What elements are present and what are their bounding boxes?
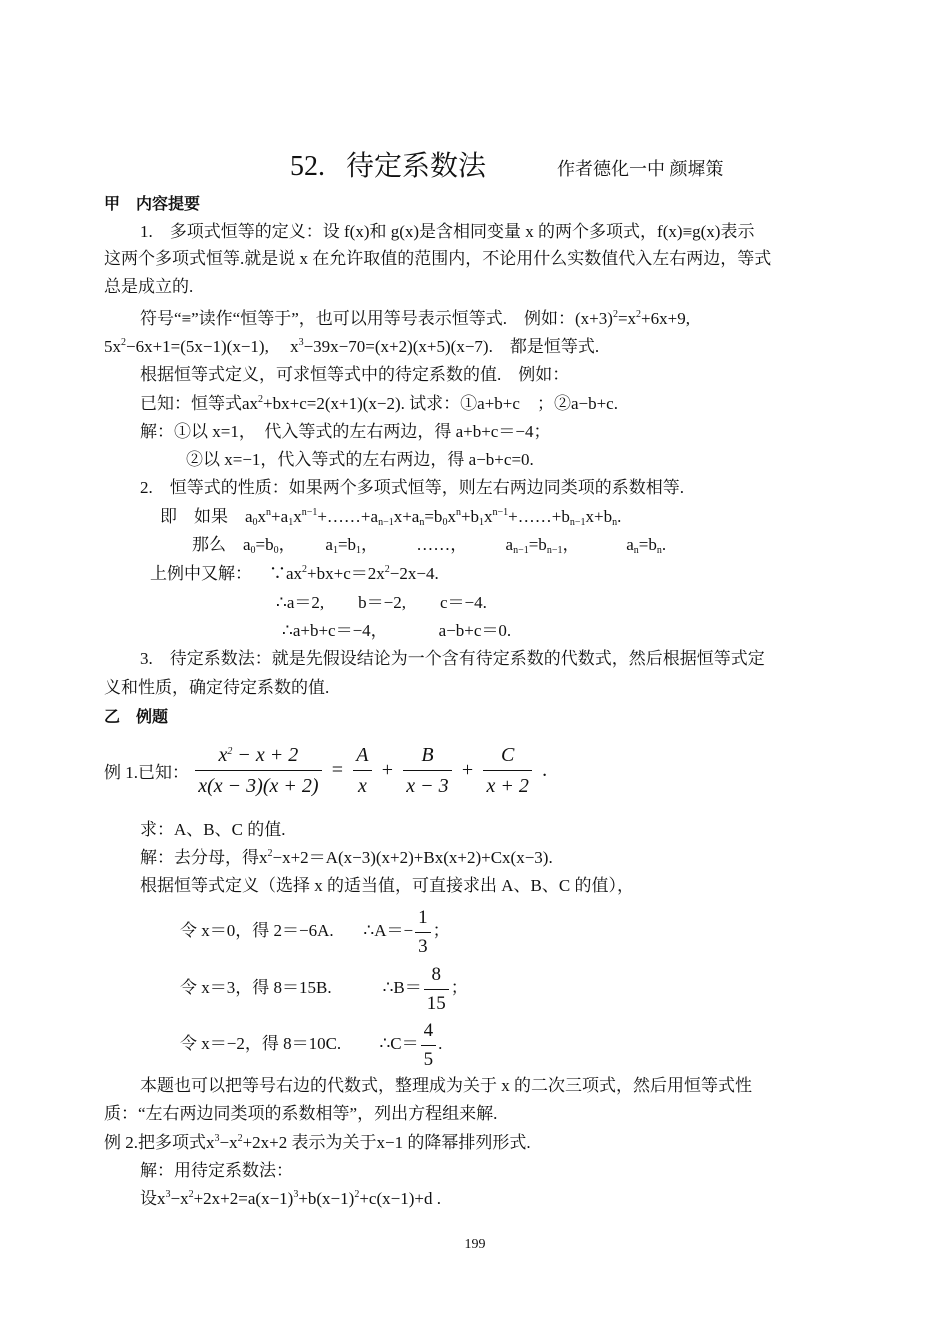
p2-line1: 符号“≡”读作“恒等于”，也可以用等号表示恒等式. 例如：$(x+3)^2=x^2+6x+9$, [140, 309, 690, 328]
p2-line2: $5x^2-6x+1=(5x-1)(x-1)$, $x^3-39x-70=(x+2)(x+5)(x-7)$. 都是恒等式. [104, 337, 600, 356]
ex2-title: 例 2.把多项式$x^3-x^2+2x+2$ 表示为关于x−1 的降幂排列形式. [104, 1133, 531, 1152]
p1-line3: 总是成立的. [104, 277, 194, 296]
ex2-step1: 解：用待定系数法： [140, 1161, 293, 1180]
ex2-step2: 设$x^3-x^2+2x+2=a(x-1)^3+b(x-1)^2+c(x-1)+d$ . [140, 1189, 441, 1208]
ex1-question: 求：A、B、C 的值. [140, 820, 286, 839]
p11: ∴a＝2, b＝−2, c＝−4. [276, 593, 487, 612]
ex1-result-c: 令 x＝−2，得 8＝10C. ∴C＝ $\frac{4}{5}$ . [180, 1016, 442, 1074]
ex1-result-b: 令 x＝3，得 8＝15B. ∴B＝ $\frac{8}{15}$ ； [180, 960, 468, 1018]
lhs-fraction: $\frac{x^2 - x + 2}{x(x - 3)(x + 2)}$ [195, 740, 321, 801]
p13-line1: 3. 待定系数法：就是先假设结论为一个含有待定系数的代数式，然后根据恒等式定 [140, 649, 765, 668]
section-heading-b: 乙 例题 [104, 707, 169, 726]
title-number: 52. [290, 151, 325, 182]
p12: ∴a+b+c＝−4， a−b+c＝0. [282, 621, 512, 640]
ex1-step1: 解：去分母，得$x^2-x+2=A(x-3)(x+2)+Bx(x+2)+Cx(x-3)$. [140, 848, 553, 867]
example1-equation: 例 1.已知： $\frac{x^2 - x + 2}{x(x - 3)(x + 2)}$ = $\frac{A}{x}$ + $\frac{B}{x - 3}$ + $\frac{C}{x + 2}$ . [104, 740, 551, 801]
fraction-c: $\frac{C}{x + 2}$ [483, 740, 531, 801]
p5: 解：①以 x=1， 代入等式的左右两边，得 a+b+c＝−4； [140, 422, 551, 441]
fraction-b: $\frac{B}{x - 3}$ [403, 740, 451, 801]
example1-label: 例 1.已知： [104, 763, 189, 782]
fraction-a: $\frac{A}{x}$ [353, 740, 371, 801]
p4: 已知：恒等式$ax^2+bx+c=2(x+1)(x-2)$. 试求：①a+b+c ；②a−b+c. [140, 394, 618, 413]
title-author: 作者德化一中 颜墀策 [557, 159, 724, 179]
title-name: 待定系数法 [346, 151, 487, 182]
page-number: 199 [464, 1237, 486, 1252]
ex1-note-line2: 质：“左右两边同类项的系数相等”，列出方程组来解. [104, 1104, 498, 1123]
ex1-result-a: 令 x＝0，得 2＝−6A. ∴A＝− $\frac{1}{3}$ ； [180, 903, 450, 961]
ex1-note-line1: 本题也可以把等号右边的代数式，整理成为关于 x 的二次三项式，然后用恒等式性 [140, 1076, 752, 1095]
p7: 2. 恒等式的性质：如果两个多项式恒等，则左右两边同类项的系数相等. [140, 478, 684, 497]
section-heading-a: 甲 内容提要 [104, 194, 201, 213]
plus-2: + [461, 759, 474, 781]
page-title [290, 144, 724, 184]
p1-line1: 1. 多项式恒等的定义：设 f(x)和 g(x)是含相同变量 x 的两个多项式，f(x)≡g(x)表示 [140, 222, 755, 241]
p3: 根据恒等式定义，可求恒等式中的待定系数的值. 例如： [140, 365, 570, 384]
p9: 那么 $a_0=b_0$， $a_1=b_1$， ……， $a_{n-1}=b_{n-1}$， $a_n=b_n$. [192, 535, 667, 556]
p13-line2: 义和性质，确定待定系数的值. [104, 678, 330, 697]
p1-line2: 这两个多项式恒等.就是说 x 在允许取值的范围内，不论用什么实数值代入左右两边，等式 [104, 249, 772, 268]
p8: 即 如果 $a_0x^n+a_1x^{n-1}+\dots\dots+a_{n-1}x+a_n=b_0x^n+b_1x^{n-1}+\dots\dots+b_{n-1}x+b_n$. [160, 507, 622, 528]
p8-equation: $a_0x^n+a_1x^{n-1}+\dots\dots+a_{n-1}x+a_n=b_0x^n+b_1x^{n-1}+\dots\dots+b_{n-1}x+b_n$. [245, 507, 622, 528]
p6: ②以 x=−1，代入等式的左右两边，得 a−b+c=0. [186, 450, 534, 469]
ex1-step2: 根据恒等式定义（选择 x 的适当值，可直接求出 A、B、C 的值）， [140, 876, 634, 895]
p10: 上例中又解： $\because ax^2+bx+c=2x^2-2x-4$. [150, 564, 439, 583]
